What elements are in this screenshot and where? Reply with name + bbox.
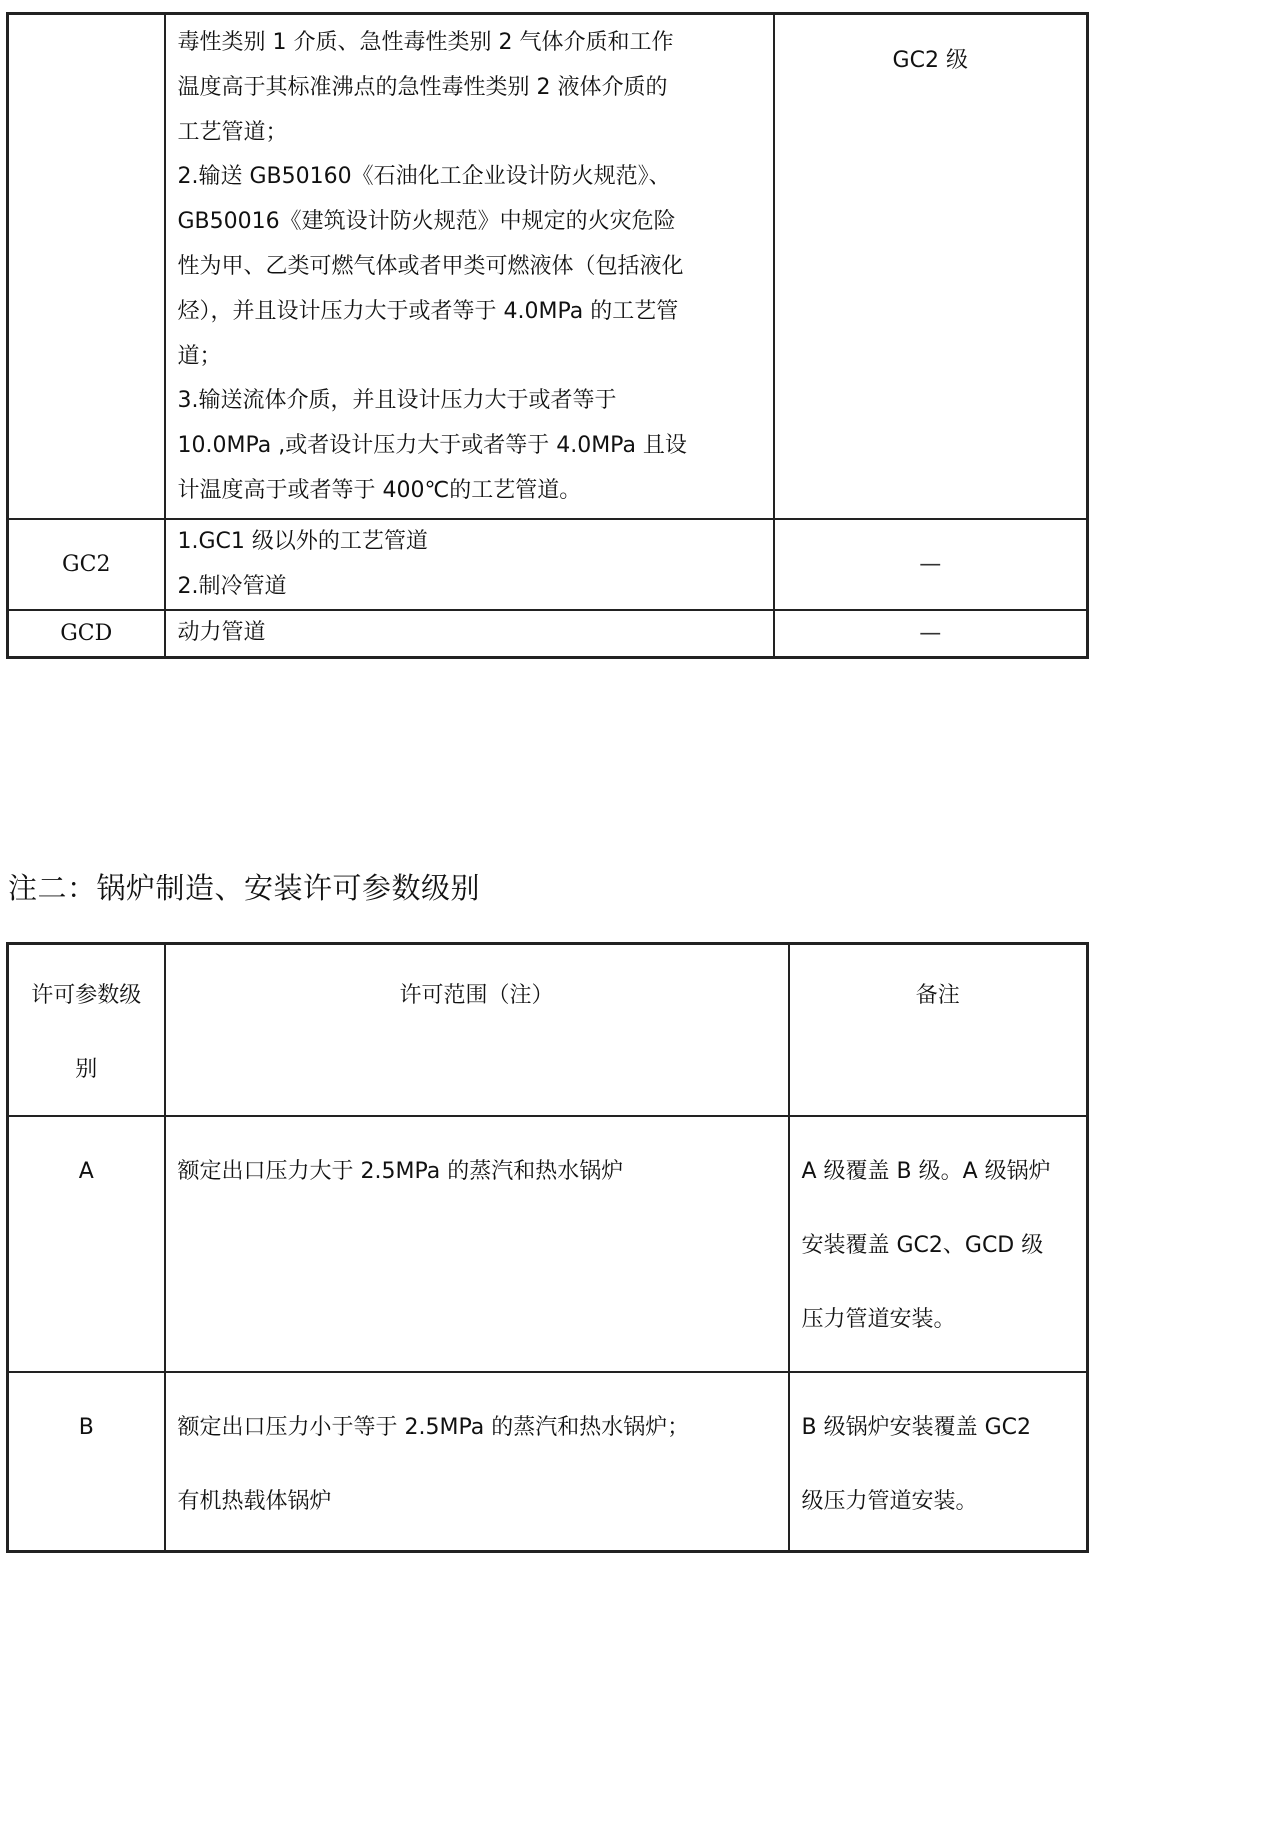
grade-cell: GCD [8, 610, 165, 657]
table-row [8, 519, 1088, 611]
remark-cell: — [774, 519, 1088, 611]
table-row [8, 1116, 1088, 1372]
remark-cell: B 级锅炉安装覆盖 GC2 级压力管道安装。 [789, 1372, 1088, 1552]
scope-line: 1.GC1 级以外的工艺管道 [177, 528, 428, 554]
scope-cell: 动力管道 [165, 610, 774, 657]
scope-cell [165, 14, 774, 519]
header-permit-scope: 许可范围（注） [165, 944, 789, 1116]
header-remark: 备注 [789, 944, 1088, 1116]
scope-line: 烃），并且设计压力大于或者等于 4.0MPa 的工艺管 [177, 298, 679, 324]
scope-line: 毒性类别 1 介质、急性毒性类别 2 气体介质和工作 [177, 30, 674, 55]
section-heading: 注二：锅炉制造、安装许可参数级别 [8, 871, 481, 905]
grade-cell: B [8, 1372, 165, 1552]
header-permit-level: 许可参数级 别 [8, 944, 165, 1116]
boiler-permit-table [6, 942, 1089, 1553]
scope-line: 道； [177, 343, 222, 369]
scope-line: 10.0MPa ,或者设计压力大于或者等于 4.0MPa 且设 [177, 433, 687, 459]
scope-cell: 额定出口压力大于 2.5MPa 的蒸汽和热水锅炉 [165, 1116, 789, 1372]
scope-line: 温度高于其标准沸点的急性毒性类别 2 液体介质的 [177, 74, 668, 100]
table-header-row [8, 944, 1088, 1116]
scope-cell [165, 519, 774, 611]
scope-line: 工艺管道； [177, 119, 288, 145]
scope-line: 2.输送 GB50160《石油化工企业设计防火规范》、 [177, 164, 671, 190]
remark-cell: A 级覆盖 B 级。A 级锅炉 安装覆盖 GC2、GCD 级 压力管道安装。 [789, 1116, 1088, 1372]
scope-line: 性为甲、乙类可燃气体或者甲类可燃液体（包括液化 [177, 253, 684, 279]
scope-line: 2.制冷管道 [177, 573, 287, 599]
remark-cell: GC2 级 [774, 14, 1088, 519]
grade-cell-empty [8, 14, 165, 519]
piping-grade-table [6, 12, 1089, 659]
scope-cell: 额定出口压力小于等于 2.5MPa 的蒸汽和热水锅炉； 有机热载体锅炉 [165, 1372, 789, 1552]
grade-cell: A [8, 1116, 165, 1372]
remark-cell: — [774, 610, 1088, 657]
grade-cell: GC2 [8, 519, 165, 611]
table-row [8, 14, 1088, 519]
table-row [8, 1372, 1088, 1552]
scope-line: 计温度高于或者等于 400℃的工艺管道。 [177, 477, 582, 503]
table-row [8, 610, 1088, 657]
scope-line: GB50016《建筑设计防火规范》中规定的火灾危险 [177, 209, 676, 235]
scope-line: 3.输送流体介质，并且设计压力大于或者等于 [177, 388, 617, 414]
